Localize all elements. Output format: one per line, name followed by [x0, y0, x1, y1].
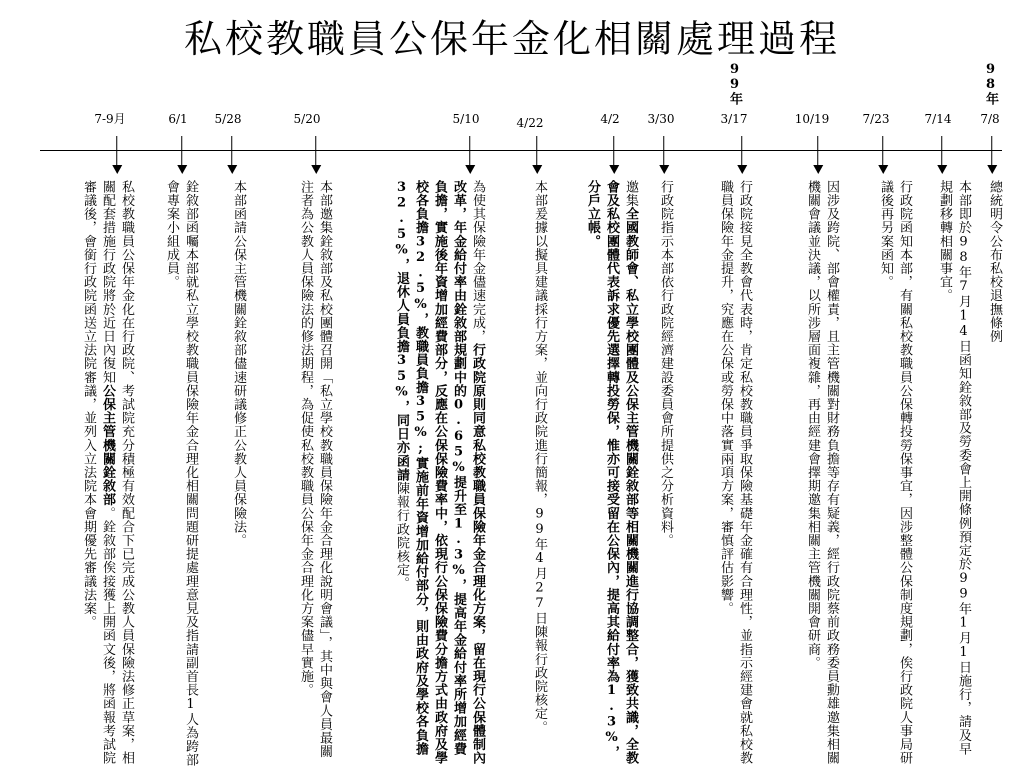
- date-label: 5/10: [452, 112, 480, 126]
- date-label: 7-9月: [94, 112, 126, 126]
- date-label: 4/22: [516, 116, 544, 130]
- event-text-3-17: 行政院接見全教會代表時，肯定私校教職員爭取保險基礎年金確有合理性，並指示經建會就私校教職員保險年金提升，究應在公保或勞保中落實兩項方案，審慎評估影響。: [718, 180, 752, 765]
- year-marker-98: 98年: [983, 62, 998, 105]
- event-text-7-23: 行政院函知本部，有關私校教職員公保轉投勞保事宜，因涉整體公保制度規劃，俟行政院人事局研議後再另案函知。: [878, 180, 912, 765]
- timeline-arrow: [882, 136, 883, 172]
- timeline-arrow: [181, 136, 182, 172]
- timeline-arrow: [536, 136, 537, 172]
- date-label: 3/30: [647, 112, 675, 126]
- date-label: 7/8: [980, 112, 1000, 126]
- timeline-arrow: [991, 136, 992, 172]
- timeline-arrow: [231, 136, 232, 172]
- timeline-axis: [40, 150, 1002, 151]
- event-7-9-part1: 私校教職員公保年金化在行政院、考試院充分積極有效配合下已完成公教人員保險法修正草案，相關配套措施行政院將於近日內復知: [100, 180, 134, 765]
- event-5-10-bold: 行政院原則同意私校教職員保險年金合理化方案，留在現行公保體制內改革，年金給付率由銓敘部規劃中的0.65%提升至1.3%，提高年金給付率所增加經費負擔，實施後年資增加經費部分，反應在公保保險費率中，依現行公保保險費分擔方式由政府及學校各負擔32.5%，教職員負擔35%;實施前年資增加給付部分，則由政府及學校各負擔32.5%，退休人員負擔35%，同日亦函請: [394, 180, 485, 765]
- timeline-arrow: [817, 136, 818, 172]
- timeline-arrow: [469, 136, 470, 172]
- date-label: 6/1: [168, 112, 188, 126]
- event-4-2-bold: 全國教師會、私立學校團體及公保主管機關銓敘部等相關機關進行協調整合，獲致共識，全教會及私校團體代表訴求優先選擇轉投勞保，惟亦可接受留在公保內，提高其給付率為1.3%，分戶立帳。: [585, 180, 638, 765]
- timeline-arrow: [613, 136, 614, 172]
- event-text-7-14: 本部即於98年7月14日函知銓敘部及勞委會上開條例預定於99年1月1日施行，請及早規劃移轉相關事宜。: [937, 180, 971, 756]
- event-4-2-intro: 邀集: [623, 180, 638, 208]
- timeline-arrow: [663, 136, 664, 172]
- event-5-10-intro: 為使其保險年金儘速完成，: [470, 180, 485, 344]
- page-title: 私校教職員公保年金化相關處理過程: [183, 17, 840, 61]
- date-label: 10/19: [794, 112, 830, 126]
- event-7-9-bold: 公保主管機關銓敘部: [100, 384, 115, 507]
- date-label: 5/20: [293, 112, 321, 126]
- event-text-6-1: 銓敘部函囑本部就私立學校教職員保險年金合理化相關問題研提處理意見及指請副首長1人為跨部會專案小組成員。: [164, 180, 198, 767]
- timeline-arrow: [941, 136, 942, 172]
- event-text-7-8: 總統明令公布私校退撫條例: [987, 180, 1002, 344]
- event-5-10-tail: 陳報行政院核定。: [394, 481, 409, 591]
- event-text-3-30: 行政院指示本部依行政院經濟建設委員會所提供之分析資料。: [658, 180, 673, 548]
- event-text-10-19: 因涉及跨院、部會權責，且主管機關對財務負擔等存有疑義，經行政院蔡前政務委員勳雄邀集相關機關會議並決議，以所涉層面複雜，再由經建會擇期邀集相關主管機關開會研商。: [805, 180, 839, 765]
- year-marker-99: 99年: [727, 62, 742, 105]
- timeline-arrow: [315, 136, 316, 172]
- date-label: 4/2: [600, 112, 620, 126]
- date-label: 5/28: [214, 112, 242, 126]
- event-text-5-10: [337, 180, 487, 768]
- date-label: 3/17: [720, 112, 748, 126]
- event-text-5-20: 本部邀集銓敘部及私校團體召開「私立學校教職員保險年金合理化說明會議」，其中與會人員最關注者為公教人員保險法的修法期程，為促使私校教職員公保年金合理化方案儘早實施。: [298, 180, 332, 759]
- event-text-4-22: 本部爰據以擬具建議採行方案，並向行政院進行簡報，99年4月27日陳報行政院核定。: [532, 180, 547, 734]
- timeline-arrow: [741, 136, 742, 172]
- event-text-7-9: [28, 180, 136, 768]
- event-text-5-28: 本部函請公保主管機關銓敘部儘速研議修正公教人員保險法。: [231, 180, 246, 548]
- event-text-4-2: [550, 180, 640, 768]
- event-7-9-part2: 。銓敘部俟接獲上開函文後，將函報考試院審議後，會銜行政院函送立法院審議，並列入立法院本會期優先審議法案。: [81, 180, 115, 765]
- timeline-arrow: [116, 136, 117, 172]
- date-label: 7/23: [862, 112, 890, 126]
- date-label: 7/14: [924, 112, 952, 126]
